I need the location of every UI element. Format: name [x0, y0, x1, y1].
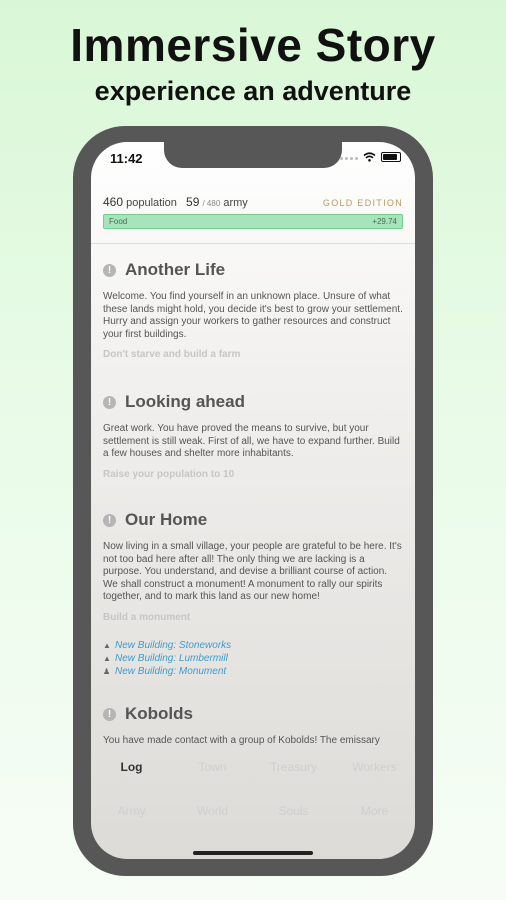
phone-screen [91, 142, 415, 859]
exclamation-icon: ! [103, 264, 116, 277]
signal-icon [340, 154, 358, 160]
lumbermill-icon: ▲ [103, 653, 111, 663]
status-time: 11:42 [110, 151, 143, 166]
battery-icon [381, 152, 401, 162]
army-label: army [223, 197, 248, 209]
tab-workers[interactable]: Workers [352, 760, 397, 774]
monument-icon: ♟ [103, 666, 111, 676]
tab-bar [91, 742, 415, 832]
entry-title: Our Home [125, 510, 208, 529]
exclamation-icon: ! [103, 396, 116, 409]
army-capacity: / 480 [202, 199, 221, 208]
tab-town[interactable]: Town [198, 760, 227, 774]
new-building-link[interactable] [103, 652, 403, 665]
entry-body: Great work. You have proved the means to survive, but your settlement is still weak. First of all, we have to expand further. Build a few houses and shelter more inhabitants. [103, 423, 400, 460]
link-text: New Building: Monument [115, 665, 227, 677]
entry-goal: Raise your population to 10 [103, 468, 235, 480]
tab-more[interactable]: More [360, 804, 389, 818]
entry-goal: Build a monument [103, 611, 191, 623]
promo-title: Immersive Story [70, 19, 436, 71]
entry-body: You have made contact with a group of Kobolds! The emissary [103, 735, 380, 746]
tab-world[interactable]: World [196, 804, 229, 818]
new-building-link[interactable] [103, 639, 403, 652]
entry-title: Looking ahead [125, 392, 245, 411]
food-label: Food [109, 217, 128, 226]
entry-title: Kobolds [125, 704, 193, 723]
home-indicator[interactable] [193, 851, 313, 855]
population-value: 460 [103, 195, 124, 209]
population-label: population [126, 197, 177, 209]
stats-row [103, 195, 403, 209]
gold-edition-badge: GOLD EDITION [322, 198, 403, 208]
link-text: New Building: Lumbermill [115, 652, 228, 664]
tab-log[interactable]: Log [120, 760, 143, 774]
tab-treasury[interactable]: Treasury [270, 760, 317, 774]
status-icons [340, 152, 401, 162]
entry-body: Welcome. You find yourself in an unknown place. Unsure of what these lands might hold, you decide it's best to grow your settlement. Hurry and assign your workers to gather resources and construct your first buildings. [103, 291, 403, 340]
entry-goal: Don't starve and build a farm [103, 349, 241, 361]
log-entry [103, 392, 403, 480]
log-entry [103, 510, 403, 678]
link-text: New Building: Stoneworks [115, 639, 232, 651]
wifi-icon [363, 152, 376, 162]
exclamation-icon: ! [103, 514, 116, 527]
header-divider [91, 243, 415, 244]
entry-title: Another Life [125, 260, 226, 279]
entry-body: Now living in a small village, your people are grateful to be here. It's not too bad here after all! The only thing we are lacking is a purpose. You understand, and devise a brilliant course of action. We shall construct a monument! A monument to rally our spirits together, and to mark this land as our new home! [103, 541, 402, 603]
exclamation-icon: ! [103, 708, 116, 721]
log-entry [103, 260, 403, 360]
tab-army[interactable]: Army [117, 804, 146, 818]
army-value: 59 [186, 195, 200, 209]
new-building-link[interactable] [103, 665, 403, 678]
tab-souls[interactable]: Souls [278, 804, 309, 818]
notch [164, 142, 342, 168]
food-rate: +29.74 [372, 217, 397, 226]
stoneworks-icon: ▲ [103, 640, 111, 650]
promo-subtitle: experience an adventure [94, 76, 412, 106]
food-resource-bar[interactable] [103, 214, 403, 229]
